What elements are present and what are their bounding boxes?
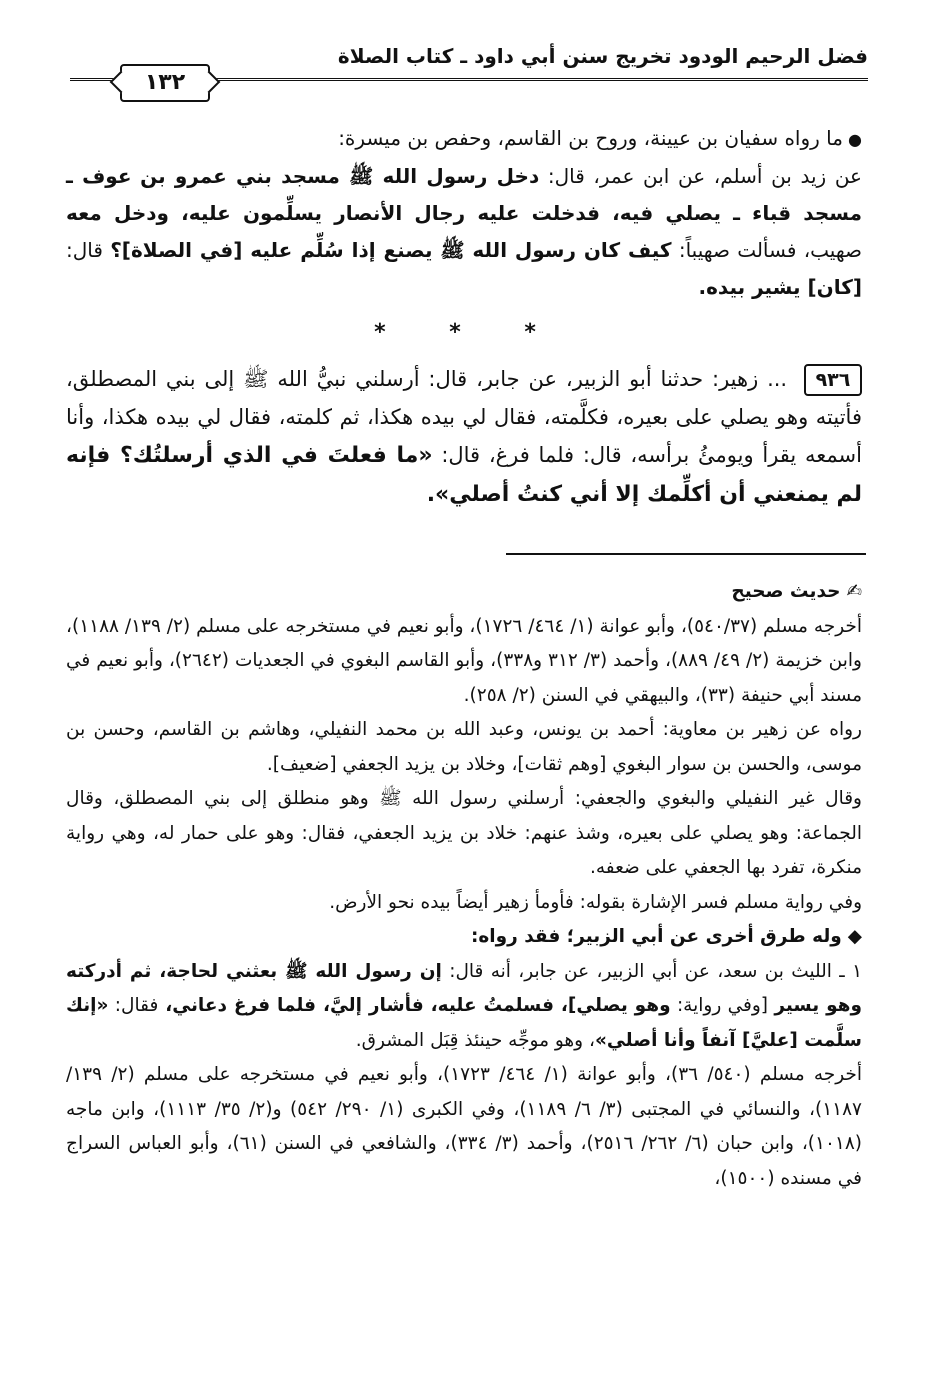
scroll-icon: ✍ [846, 581, 862, 602]
para5-text-a: إن رسول الله ﷺ بعثني لحاجة، ثم أدركته وهو يسير [66, 960, 862, 1016]
narration-chain: عن زيد بن أسلم، عن ابن عمر، قال: [539, 164, 862, 188]
hadith-line-2: إلى بني المصطلق، فأتيته وهو يصلي على بعيره، فكلَّمته، فقال لي بيده هكذا، ثم [66, 367, 862, 429]
commentary-block [66, 575, 862, 1196]
para5-chain: ١ ـ الليث بن سعد، عن أبي الزبير، عن جابر، أنه قال: [441, 960, 862, 982]
narration-text-2: عوف ـ مسجد قباء ـ يصلي فيه، فدخلت عليه رجال الأنصار يسلِّمون عليه، ودخل معه [66, 164, 862, 225]
narration-text: دخل رسول الله ﷺ مسجد بني عمرو بن [140, 164, 540, 188]
hadith-line-4: «ما فعلتَ في الذي أرسلتُك؟ فإنه لم يمنعني أن أكلِّمك إلا أني كنتُ أصلي». [66, 443, 862, 507]
hadith-block [66, 360, 862, 514]
subheading-row [66, 920, 862, 955]
narration-question-lead: صهيب، فسألت صهيباً: [671, 238, 863, 262]
top-section [66, 120, 862, 306]
commentary-paragraph-3: وقال غير النفيلي والبغوي والجعفي: أرسلني رسول الله ﷺ وهو منطلق إلى بني المصطلق، وقال الجماعة: وهو يصلي على بعيره، وشذ عنهم: خلاد بن يزيد الجعفي، فقال: وهو على حمار له، وهي رواية منكرة، تفرد بها الجعفي على ضعفه. [66, 788, 862, 878]
hadith-number: ٩٣٦ [804, 364, 862, 396]
commentary-paragraph-4: وفي رواية مسلم فسر الإشارة بقوله: فأومأ زهير أيضاً بيده نحو الأرض. [329, 891, 862, 913]
para5-quote: «إنك سلَّمت [عليَّ] آنفاً وأنا أصلي» [66, 995, 862, 1051]
narration-qala: قال: [66, 238, 111, 262]
commentary-paragraph-2: رواه عن زهير بن معاوية: أحمد بن يونس، وعبد الله بن محمد النفيلي، وهاشم بن القاسم، وحسن بن موسى، والحسن بن سوار البغوي [وهم ثقات]، وخلاد بن يزيد الجعفي [ضعيف]. [66, 719, 862, 775]
para5-variant: [وفي رواية: [670, 995, 775, 1016]
para5-qala: فقال: [108, 995, 159, 1016]
narration-paragraph [66, 158, 862, 306]
para5-text-b: وهو يصلي]، فسلمتُ عليه، فأشار إليَّ، فلما فرغ دعاني، [158, 995, 671, 1016]
narration-answer: [كان] يشير بيده. [698, 275, 862, 299]
narration-question: كيف كان رسول الله ﷺ يصنع إذا سُلِّم عليه [في الصلاة]؟ [110, 238, 672, 262]
footnote-separator [506, 553, 866, 555]
commentary-heading: حديث صحيح [731, 581, 841, 602]
commentary-paragraph-6: أخرجه مسلم (٥٤٠/ ٣٦)، وأبو عوانة (١/ ٤٦٤/ ١٧٢٣)، وأبو نعيم في مستخرجه على مسلم (٢/ ١٣٩/ ١١٨٧)، والنسائي في المجتبى (٣/ ٦/ ١١٨٩)، وفي الكبرى (١/ ٢٩٠/ ٥٤٢) و(٢/ ٣٥/ ١١١٣)، وابن ماجه (١٠١٨)، وابن حبان (٦/ ٢٦٢/ ٢٥١٦)، وأحمد (٣/ ٣٣٤)، والشافعي في السنن (٦١)، وأبو العباس السراج في مسنده (١٥٠٠)، [66, 1064, 863, 1189]
subheading: وله طرق أخرى عن أبي الزبير؛ فقد رواه: [470, 926, 842, 947]
hadith-line-1: ... زهير: حدثنا أبو الزبير، عن جابر، قال: أرسلني نبيُّ الله ﷺ [243, 367, 788, 391]
commentary-paragraph-5 [66, 955, 862, 1059]
bullet-line: ● ما رواه سفيان بن عيينة، وروح بن القاسم، وحفص بن ميسرة: [66, 120, 862, 158]
page-number: ١٣٢ [120, 64, 210, 102]
section-stars: * * * [374, 320, 564, 345]
diamond-icon: ◆ [847, 926, 862, 947]
hadith-text [66, 360, 862, 514]
commentary-paragraph-1: أخرجه مسلم (٥٤٠/٣٧)، وأبو عوانة (١/ ٤٦٤/ ١٧٢٦)، وأبو نعيم في مستخرجه على مسلم (٢/ ١٣٩/ ١١٨٨)، وابن خزيمة (٢/ ٤٩/ ٨٨٩)، وأحمد (٣/ ٣١٢ و٣٣٨)، وأبو القاسم البغوي في الجعديات (٢٦٤٢)، وأبو نعيم في مسند أبي حنيفة (٣٣)، والبيهقي في السنن (٢/ ٢٥٨). [66, 615, 862, 706]
commentary-heading-row [66, 575, 862, 610]
hadith-line-3: كلمته، فقال لي بيده هكذا، وأنا أسمعه يقرأ ويومئُ برأسه، قال: فلما فرغ، قال: [66, 405, 862, 467]
para5-end: ، وهو موجِّه حينئذ قِبَل المشرق. [355, 1029, 595, 1051]
running-title: فضل الرحيم الودود تخريج سنن أبي داود ـ كتاب الصلاة [337, 44, 868, 68]
